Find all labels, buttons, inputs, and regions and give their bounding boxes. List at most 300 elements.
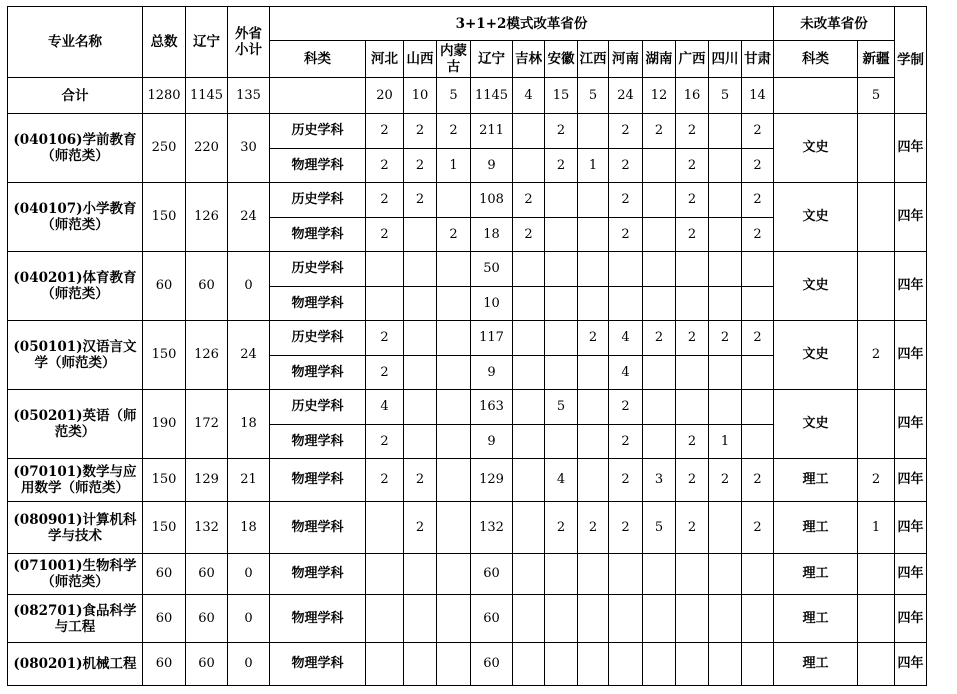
header-unreformed-category: 科类 xyxy=(774,41,858,78)
subject-cell: 物理学科 xyxy=(270,502,366,554)
unreformed-category: 理工 xyxy=(774,459,858,502)
totals-liaoning: 1145 xyxy=(186,78,228,114)
subject-cell: 物理学科 xyxy=(270,149,366,183)
quota-cell xyxy=(709,287,742,321)
quota-cell: 2 xyxy=(609,459,643,502)
quota-cell xyxy=(709,356,742,390)
totals-province-value: 1145 xyxy=(471,78,513,114)
quota-cell: 2 xyxy=(404,183,437,218)
header-province: 内蒙古 xyxy=(437,41,471,78)
major-liaoning: 172 xyxy=(186,390,228,459)
quota-cell: 2 xyxy=(742,502,774,554)
major-total: 250 xyxy=(143,114,186,183)
duration-cell: 四年 xyxy=(895,554,927,595)
quota-cell: 2 xyxy=(609,149,643,183)
major-name: (071001)生物科学（师范类） xyxy=(8,554,143,595)
major-outside: 21 xyxy=(228,459,270,502)
quota-cell: 2 xyxy=(609,114,643,149)
quota-cell xyxy=(742,356,774,390)
xinjiang-quota xyxy=(858,595,895,643)
quota-cell xyxy=(545,554,578,595)
xinjiang-quota: 2 xyxy=(858,459,895,502)
major-liaoning: 129 xyxy=(186,459,228,502)
quota-cell: 2 xyxy=(545,502,578,554)
quota-cell xyxy=(513,356,545,390)
quota-cell: 9 xyxy=(471,356,513,390)
quota-cell xyxy=(709,183,742,218)
quota-cell xyxy=(709,554,742,595)
header-province: 甘肃 xyxy=(742,41,774,78)
quota-cell xyxy=(578,183,609,218)
quota-cell: 2 xyxy=(366,149,404,183)
quota-cell xyxy=(437,502,471,554)
major-outside: 24 xyxy=(228,321,270,390)
header-province: 广西 xyxy=(676,41,709,78)
subject-cell: 物理学科 xyxy=(270,643,366,686)
quota-cell: 2 xyxy=(676,149,709,183)
quota-cell xyxy=(609,595,643,643)
quota-cell: 9 xyxy=(471,149,513,183)
major-total: 190 xyxy=(143,390,186,459)
quota-cell: 2 xyxy=(404,114,437,149)
duration-cell: 四年 xyxy=(895,114,927,183)
header-province: 湖南 xyxy=(643,41,676,78)
quota-cell: 10 xyxy=(471,287,513,321)
quota-cell: 2 xyxy=(437,218,471,252)
major-outside: 0 xyxy=(228,252,270,321)
quota-cell: 2 xyxy=(709,459,742,502)
totals-province-value: 14 xyxy=(742,78,774,114)
quota-cell: 1 xyxy=(437,149,471,183)
quota-cell xyxy=(404,554,437,595)
quota-cell xyxy=(709,114,742,149)
quota-cell xyxy=(643,595,676,643)
quota-cell: 4 xyxy=(366,390,404,425)
unreformed-category: 文史 xyxy=(774,321,858,390)
quota-cell: 2 xyxy=(643,321,676,356)
quota-cell xyxy=(643,287,676,321)
duration-cell: 四年 xyxy=(895,390,927,459)
enrollment-plan-table xyxy=(7,6,927,686)
quota-cell xyxy=(643,390,676,425)
major-name: (082701)食品科学与工程 xyxy=(8,595,143,643)
totals-row xyxy=(8,78,927,114)
subject-cell: 物理学科 xyxy=(270,425,366,459)
quota-cell xyxy=(742,595,774,643)
quota-cell xyxy=(643,425,676,459)
header-province: 安徽 xyxy=(545,41,578,78)
quota-cell xyxy=(437,321,471,356)
quota-cell xyxy=(545,356,578,390)
quota-cell: 2 xyxy=(676,114,709,149)
quota-cell xyxy=(513,321,545,356)
major-total: 150 xyxy=(143,459,186,502)
subject-cell: 历史学科 xyxy=(270,183,366,218)
quota-cell: 1 xyxy=(709,425,742,459)
totals-province-value: 16 xyxy=(676,78,709,114)
subject-cell: 物理学科 xyxy=(270,356,366,390)
major-liaoning: 132 xyxy=(186,502,228,554)
major-row xyxy=(8,643,927,686)
major-liaoning: 220 xyxy=(186,114,228,183)
quota-cell: 2 xyxy=(709,321,742,356)
major-liaoning: 126 xyxy=(186,183,228,252)
major-liaoning: 60 xyxy=(186,252,228,321)
quota-cell: 129 xyxy=(471,459,513,502)
subject-cell: 物理学科 xyxy=(270,554,366,595)
quota-cell: 117 xyxy=(471,321,513,356)
quota-cell: 4 xyxy=(609,321,643,356)
quota-cell: 2 xyxy=(366,459,404,502)
quota-cell xyxy=(578,390,609,425)
quota-cell: 2 xyxy=(742,321,774,356)
quota-cell xyxy=(709,218,742,252)
quota-cell xyxy=(545,425,578,459)
quota-cell xyxy=(609,287,643,321)
quota-cell xyxy=(742,287,774,321)
quota-cell xyxy=(545,252,578,287)
quota-cell xyxy=(404,425,437,459)
totals-total: 1280 xyxy=(143,78,186,114)
quota-cell: 2 xyxy=(742,183,774,218)
quota-cell xyxy=(437,459,471,502)
quota-cell xyxy=(578,595,609,643)
quota-cell: 2 xyxy=(609,425,643,459)
quota-cell: 2 xyxy=(742,459,774,502)
quota-cell xyxy=(404,321,437,356)
totals-province-value: 5 xyxy=(437,78,471,114)
major-row xyxy=(8,595,927,643)
major-name: (080201)机械工程 xyxy=(8,643,143,686)
quota-cell xyxy=(366,595,404,643)
quota-cell: 2 xyxy=(513,183,545,218)
major-name: (080901)计算机科学与技术 xyxy=(8,502,143,554)
header-province: 吉林 xyxy=(513,41,545,78)
totals-province-value: 24 xyxy=(609,78,643,114)
quota-cell: 1 xyxy=(578,149,609,183)
quota-cell xyxy=(578,114,609,149)
quota-cell: 2 xyxy=(404,502,437,554)
quota-cell: 2 xyxy=(676,183,709,218)
quota-cell xyxy=(437,287,471,321)
quota-cell xyxy=(513,114,545,149)
quota-cell xyxy=(437,643,471,686)
quota-cell: 163 xyxy=(471,390,513,425)
xinjiang-quota: 2 xyxy=(858,321,895,390)
quota-cell: 60 xyxy=(471,554,513,595)
subject-cell: 物理学科 xyxy=(270,595,366,643)
quota-cell xyxy=(676,643,709,686)
header-total: 总数 xyxy=(143,7,186,78)
xinjiang-quota xyxy=(858,390,895,459)
quota-cell: 2 xyxy=(609,218,643,252)
xinjiang-quota xyxy=(858,554,895,595)
xinjiang-quota: 1 xyxy=(858,502,895,554)
unreformed-category: 理工 xyxy=(774,502,858,554)
totals-province-value: 5 xyxy=(709,78,742,114)
header-subject-category: 科类 xyxy=(270,41,366,78)
unreformed-category: 文史 xyxy=(774,390,858,459)
quota-cell xyxy=(643,356,676,390)
unreformed-category: 理工 xyxy=(774,595,858,643)
quota-cell xyxy=(709,252,742,287)
totals-province-value: 12 xyxy=(643,78,676,114)
quota-cell: 108 xyxy=(471,183,513,218)
totals-label: 合计 xyxy=(8,78,143,114)
header-province-xinjiang: 新疆 xyxy=(858,41,895,78)
major-total: 60 xyxy=(143,252,186,321)
quota-cell: 2 xyxy=(404,459,437,502)
quota-cell xyxy=(404,218,437,252)
duration-cell: 四年 xyxy=(895,502,927,554)
major-name: (050201)英语（师范类） xyxy=(8,390,143,459)
quota-cell xyxy=(404,287,437,321)
quota-cell xyxy=(643,554,676,595)
quota-cell xyxy=(578,218,609,252)
quota-cell: 4 xyxy=(609,356,643,390)
table-body xyxy=(8,7,927,686)
quota-cell xyxy=(609,252,643,287)
quota-cell: 4 xyxy=(545,459,578,502)
duration-cell: 四年 xyxy=(895,183,927,252)
quota-cell xyxy=(437,554,471,595)
unreformed-category: 文史 xyxy=(774,183,858,252)
duration-cell: 四年 xyxy=(895,643,927,686)
major-row xyxy=(8,390,927,425)
xinjiang-quota xyxy=(858,252,895,321)
quota-cell xyxy=(643,218,676,252)
quota-cell: 2 xyxy=(609,183,643,218)
subject-cell: 历史学科 xyxy=(270,321,366,356)
quota-cell xyxy=(513,390,545,425)
major-liaoning: 60 xyxy=(186,554,228,595)
quota-cell xyxy=(643,183,676,218)
quota-cell xyxy=(709,149,742,183)
totals-province-value: 15 xyxy=(545,78,578,114)
unreformed-category: 理工 xyxy=(774,643,858,686)
quota-cell xyxy=(437,425,471,459)
quota-cell xyxy=(578,356,609,390)
major-liaoning: 60 xyxy=(186,643,228,686)
quota-cell xyxy=(513,287,545,321)
quota-cell: 2 xyxy=(643,114,676,149)
quota-cell: 2 xyxy=(742,149,774,183)
major-total: 150 xyxy=(143,502,186,554)
quota-cell xyxy=(437,595,471,643)
major-outside: 18 xyxy=(228,390,270,459)
header-reform-group: 3+1+2模式改革省份 xyxy=(270,7,774,41)
quota-cell: 2 xyxy=(676,502,709,554)
quota-cell xyxy=(437,183,471,218)
quota-cell xyxy=(545,643,578,686)
quota-cell xyxy=(709,643,742,686)
major-total: 60 xyxy=(143,554,186,595)
subject-cell: 物理学科 xyxy=(270,287,366,321)
quota-cell xyxy=(578,287,609,321)
totals-province-value: 20 xyxy=(366,78,404,114)
major-total: 60 xyxy=(143,643,186,686)
major-name: (040106)学前教育（师范类） xyxy=(8,114,143,183)
quota-cell xyxy=(513,459,545,502)
quota-cell: 60 xyxy=(471,643,513,686)
quota-cell: 2 xyxy=(578,321,609,356)
quota-cell xyxy=(578,643,609,686)
quota-cell xyxy=(709,502,742,554)
major-liaoning: 60 xyxy=(186,595,228,643)
quota-cell xyxy=(404,252,437,287)
major-total: 60 xyxy=(143,595,186,643)
header-province: 河北 xyxy=(366,41,404,78)
quota-cell: 2 xyxy=(366,425,404,459)
major-row xyxy=(8,114,927,149)
quota-cell xyxy=(545,183,578,218)
quota-cell xyxy=(742,390,774,425)
quota-cell xyxy=(366,554,404,595)
xinjiang-quota xyxy=(858,114,895,183)
quota-cell xyxy=(366,252,404,287)
quota-cell xyxy=(709,595,742,643)
duration-cell: 四年 xyxy=(895,252,927,321)
quota-cell: 2 xyxy=(404,149,437,183)
totals-province-value: 5 xyxy=(578,78,609,114)
duration-cell: 四年 xyxy=(895,459,927,502)
quota-cell xyxy=(513,595,545,643)
unreformed-category: 理工 xyxy=(774,554,858,595)
quota-cell: 2 xyxy=(366,183,404,218)
quota-cell: 2 xyxy=(437,114,471,149)
quota-cell: 3 xyxy=(643,459,676,502)
quota-cell xyxy=(578,554,609,595)
header-outside-subtotal: 外省小计 xyxy=(228,7,270,78)
header-duration: 学制 xyxy=(895,7,927,114)
major-name: (050101)汉语言文学（师范类） xyxy=(8,321,143,390)
major-row xyxy=(8,502,927,554)
quota-cell xyxy=(513,502,545,554)
quota-cell: 2 xyxy=(609,390,643,425)
quota-cell xyxy=(742,643,774,686)
quota-cell xyxy=(643,643,676,686)
header-row-1 xyxy=(8,7,927,41)
totals-province-value: 10 xyxy=(404,78,437,114)
quota-cell xyxy=(437,252,471,287)
quota-cell xyxy=(676,595,709,643)
duration-cell: 四年 xyxy=(895,595,927,643)
major-outside: 0 xyxy=(228,554,270,595)
quota-cell: 2 xyxy=(545,149,578,183)
quota-cell xyxy=(676,390,709,425)
quota-cell: 2 xyxy=(742,218,774,252)
subject-cell: 历史学科 xyxy=(270,390,366,425)
quota-cell xyxy=(742,425,774,459)
major-outside: 24 xyxy=(228,183,270,252)
quota-cell xyxy=(437,356,471,390)
subject-cell: 历史学科 xyxy=(270,252,366,287)
quota-cell: 2 xyxy=(676,425,709,459)
quota-cell xyxy=(437,390,471,425)
quota-cell xyxy=(578,252,609,287)
major-total: 150 xyxy=(143,183,186,252)
major-total: 150 xyxy=(143,321,186,390)
quota-cell xyxy=(404,356,437,390)
subject-cell: 物理学科 xyxy=(270,218,366,252)
quota-cell: 50 xyxy=(471,252,513,287)
quota-cell: 2 xyxy=(366,321,404,356)
quota-cell: 2 xyxy=(578,502,609,554)
totals-unreformed-category xyxy=(774,78,858,114)
quota-cell: 60 xyxy=(471,595,513,643)
quota-cell xyxy=(609,554,643,595)
quota-cell: 2 xyxy=(676,218,709,252)
totals-xinjiang: 5 xyxy=(858,78,895,114)
major-liaoning: 126 xyxy=(186,321,228,390)
quota-cell xyxy=(676,252,709,287)
quota-cell: 9 xyxy=(471,425,513,459)
quota-cell: 2 xyxy=(609,502,643,554)
quota-cell xyxy=(742,554,774,595)
header-province: 四川 xyxy=(709,41,742,78)
quota-cell xyxy=(404,643,437,686)
quota-cell: 2 xyxy=(545,114,578,149)
duration-cell: 四年 xyxy=(895,321,927,390)
header-major: 专业名称 xyxy=(8,7,143,78)
quota-cell xyxy=(578,425,609,459)
quota-cell xyxy=(742,252,774,287)
header-province: 江西 xyxy=(578,41,609,78)
quota-cell: 18 xyxy=(471,218,513,252)
unreformed-category: 文史 xyxy=(774,252,858,321)
quota-cell xyxy=(545,595,578,643)
quota-cell xyxy=(366,287,404,321)
quota-cell: 132 xyxy=(471,502,513,554)
quota-cell xyxy=(513,554,545,595)
quota-cell: 2 xyxy=(366,218,404,252)
subject-cell: 历史学科 xyxy=(270,114,366,149)
quota-cell: 2 xyxy=(742,114,774,149)
header-liaoning: 辽宁 xyxy=(186,7,228,78)
totals-subject xyxy=(270,78,366,114)
header-province: 河南 xyxy=(609,41,643,78)
quota-cell xyxy=(609,643,643,686)
quota-cell: 2 xyxy=(676,459,709,502)
quota-cell xyxy=(513,643,545,686)
quota-cell xyxy=(513,425,545,459)
totals-outside: 135 xyxy=(228,78,270,114)
totals-province-value: 4 xyxy=(513,78,545,114)
major-name: (070101)数学与应用数学（师范类） xyxy=(8,459,143,502)
quota-cell xyxy=(676,287,709,321)
quota-cell xyxy=(404,390,437,425)
quota-cell: 5 xyxy=(643,502,676,554)
quota-cell: 2 xyxy=(366,356,404,390)
quota-cell xyxy=(545,287,578,321)
quota-cell xyxy=(366,643,404,686)
subject-cell: 物理学科 xyxy=(270,459,366,502)
major-row xyxy=(8,554,927,595)
quota-cell: 2 xyxy=(366,114,404,149)
major-row xyxy=(8,459,927,502)
header-unreformed-group: 未改革省份 xyxy=(774,7,895,41)
xinjiang-quota xyxy=(858,183,895,252)
quota-cell: 2 xyxy=(676,321,709,356)
quota-cell: 2 xyxy=(513,218,545,252)
quota-cell xyxy=(513,252,545,287)
xinjiang-quota xyxy=(858,643,895,686)
major-row xyxy=(8,252,927,287)
major-name: (040201)体育教育（师范类） xyxy=(8,252,143,321)
quota-cell xyxy=(578,459,609,502)
major-outside: 18 xyxy=(228,502,270,554)
major-row xyxy=(8,183,927,218)
